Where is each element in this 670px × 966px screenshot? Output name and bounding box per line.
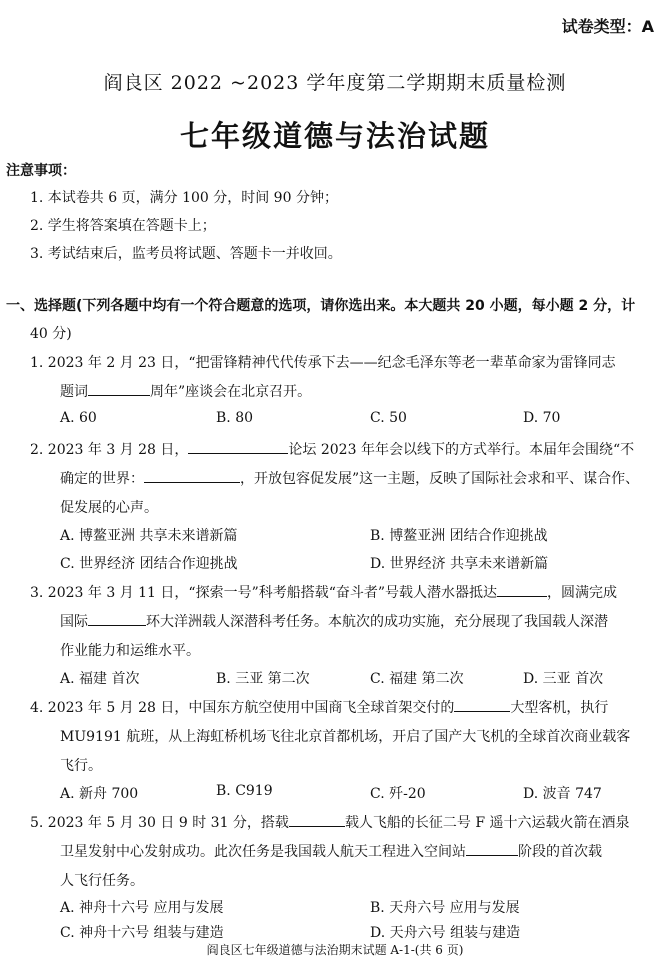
page-footer: 阎良区七年级道德与法治期末试题 A-1-(共 6 页) [206,943,464,957]
option-c: C. 歼-20 [370,786,426,802]
answer-blank [454,698,510,712]
q-text: 国际 [60,614,88,630]
section-heading-line2: 40 分) [30,326,72,342]
section-heading-line1: 一、选择题(下列各题中均有一个符合题意的选项，请你选出来。本大题共 20 小题，每小题 2 分，计 [6,298,636,314]
option-a: A. 新舟 700 [60,786,139,802]
q-text: 环大洋洲载人深潜科考任务。本航次的成功实施，充分展现了我国载人深潜 [146,614,608,630]
answer-blank [188,440,288,454]
option-c: C. 福建 第二次 [370,671,464,687]
q-text: 卫星发射中心发射成功。此次任务是我国载人航天工程进入空间站 [60,844,466,860]
question-1-line: 1. 2023 年 2 月 23 日，“把雷锋精神代代传承下去——纪念毛泽东等老一辈革命家为雷锋同志 [30,355,616,371]
q-text: 4. 2023 年 5 月 28 日，中国东方航空使用中国商飞全球首架交付的 [30,700,455,716]
question-4-line: 飞行。 [60,758,102,774]
exam-title: 七年级道德与法治试题 [179,119,490,153]
answer-blank [466,842,518,856]
exam-subtitle: 阎良区 2022 ~2023 学年度第二学期期末质量检测 [103,72,567,94]
q-text: 2. 2023 年 3 月 28 日， [30,442,189,458]
answer-blank [88,382,150,396]
option-a: A. 60 [60,410,97,426]
option-b: B. 三亚 第二次 [216,671,310,687]
answer-blank [497,583,547,597]
paper-type-label: 试卷类型：A [561,17,654,36]
answer-blank [88,612,146,626]
notice-item: 3. 考试结束后，监考员将试题、答题卡一并收回。 [30,246,342,262]
option-a: A. 博鳌亚洲 共享未来谱新篇 [60,528,238,544]
question-3-line: 作业能力和运维水平。 [60,643,200,659]
answer-blank [289,813,345,827]
option-b: B. 天舟六号 应用与发展 [370,900,520,916]
notice-heading: 注意事项： [6,163,76,179]
option-a: A. 神舟十六号 应用与发展 [60,900,224,916]
question-5-line [60,841,602,861]
option-b: B. C919 [216,783,273,799]
question-3-line [30,582,617,602]
notice-item: 1. 本试卷共 6 页，满分 100 分，时间 90 分钟； [30,190,338,206]
option-b: B. 博鳌亚洲 团结合作迎挑战 [370,528,548,544]
option-d: D. 世界经济 共享未来谱新篇 [370,556,549,572]
q-text: ，圆满完成 [547,585,618,601]
option-d: D. 70 [523,410,561,426]
question-5-line: 人飞行任务。 [60,873,144,889]
q-text: 论坛 2023 年年会以线下的方式举行。本届年会围绕“不 [288,442,635,458]
q-text: 题词 [60,384,88,400]
option-c: C. 世界经济 团结合作迎挑战 [60,556,238,572]
answer-blank [144,469,240,483]
option-c: C. 50 [370,410,407,426]
option-c: C. 神舟十六号 组装与建造 [60,925,224,941]
option-a: A. 福建 首次 [60,671,140,687]
section-heading [6,293,635,319]
question-4-line: MU9191 航班，从上海虹桥机场飞往北京首都机场，开启了国产大飞机的全球首次商业载客 [60,729,631,745]
q-text: ，开放包容促发展”这一主题，反映了国际社会求和平、谋合作、 [240,471,640,487]
option-b: B. 80 [216,410,254,426]
question-3-line [60,611,608,631]
q-text: 阶段的首次载 [518,844,602,860]
q-text: 确定的世界： [60,471,144,487]
q-text: 5. 2023 年 5 月 30 日 9 时 31 分，搭载 [30,815,289,831]
option-d: D. 三亚 首次 [523,671,604,687]
question-5-line [30,812,630,832]
question-2-line [30,439,634,459]
question-2-line: 促发展的心声。 [60,500,158,516]
notice-item: 2. 学生将答案填在答题卡上； [30,218,216,234]
option-d: D. 天舟六号 组装与建造 [370,925,521,941]
q-text: 载人飞船的长征二号 F 遥十六运载火箭在酒泉 [344,815,630,831]
q-text: 大型客机，执行 [510,700,609,716]
question-2-line [60,468,639,488]
question-4-line [30,697,608,717]
option-d: D. 波音 747 [523,786,602,802]
q-text: 3. 2023 年 3 月 11 日，“探索一号”科考船搭载“奋斗者”号载人潜水器抵达 [30,585,498,601]
q-text: 周年”座谈会在北京召开。 [150,384,312,400]
question-1-line [60,381,311,401]
